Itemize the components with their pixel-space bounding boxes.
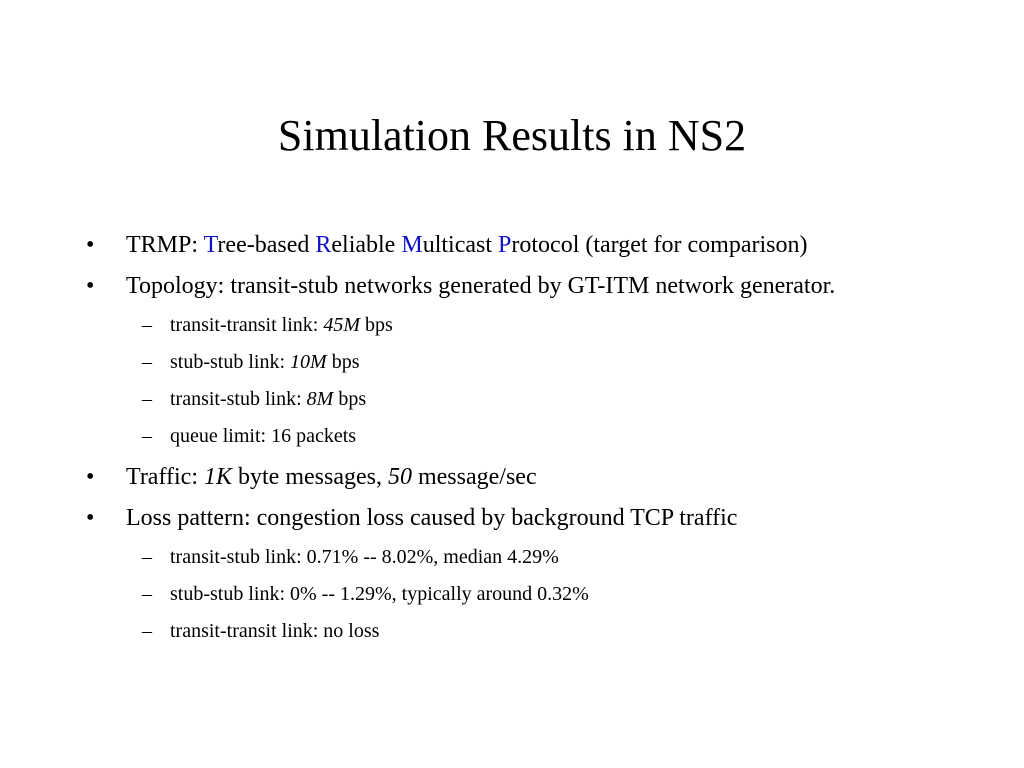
bullet-item-topology (86, 269, 986, 304)
sub-item-transit-stub-loss (86, 542, 986, 572)
sub-text: queue limit: 16 packets (170, 425, 357, 447)
traffic-mid-text: byte messages, (232, 464, 388, 490)
acronym-letter-r: R (315, 232, 332, 258)
sub-value: 8M (306, 388, 334, 410)
sub-item-queue-limit (86, 421, 986, 451)
bullet-list (86, 228, 986, 653)
dash-icon: – (142, 314, 152, 336)
sub-text: transit-stub link: 0.71% -- 8.02%, median 4.29% (170, 546, 559, 568)
sub-item-stub-stub-loss (86, 579, 986, 609)
dash-icon: – (142, 388, 152, 410)
dash-icon: – (142, 351, 152, 373)
sub-unit: bps (333, 388, 367, 410)
slide-title: Simulation Results in NS2 (277, 111, 747, 160)
bullet-item-loss-pattern (86, 501, 986, 536)
sub-label: stub-stub link: (170, 351, 291, 373)
sub-unit: bps (359, 314, 393, 336)
trmp-word-1: ree-based (217, 232, 316, 258)
acronym-letter-p: P (498, 232, 512, 258)
sub-item-stub-stub-bandwidth (86, 347, 986, 377)
sub-text: transit-transit link: no loss (170, 620, 380, 642)
sub-label: transit-stub link: (170, 388, 307, 410)
sub-item-transit-transit-loss (86, 616, 986, 646)
trmp-prefix: TRMP: (126, 232, 204, 258)
acronym-letter-m: M (401, 232, 423, 258)
sub-unit: bps (326, 351, 360, 373)
sub-text: stub-stub link: 0% -- 1.29%, typically around 0.32% (170, 583, 589, 605)
sub-value: 45M (323, 314, 360, 336)
dash-icon: – (142, 583, 152, 605)
traffic-label: Traffic: (126, 464, 204, 490)
sub-item-transit-stub-bandwidth (86, 384, 986, 414)
topology-text: Topology: transit-stub networks generated by GT-ITM network generator. (126, 273, 836, 299)
sub-label: transit-transit link: (170, 314, 324, 336)
bullet-icon: • (86, 464, 95, 490)
trmp-word-2: eliable (331, 232, 402, 258)
bullet-item-trmp (86, 228, 986, 263)
traffic-unit: message/sec (411, 464, 537, 490)
bullet-icon: • (86, 232, 95, 258)
trmp-word-3: ulticast (422, 232, 499, 258)
bullet-icon: • (86, 273, 95, 299)
trmp-word-4: rotocol (target for comparison) (511, 232, 808, 258)
traffic-size-value: 1K (204, 464, 233, 490)
dash-icon: – (142, 425, 152, 447)
dash-icon: – (142, 620, 152, 642)
acronym-letter-t: T (203, 232, 218, 258)
bullet-icon: • (86, 505, 95, 531)
loss-pattern-text: Loss pattern: congestion loss caused by background TCP traffic (126, 505, 738, 531)
dash-icon: – (142, 546, 152, 568)
bullet-item-traffic (86, 460, 986, 495)
sub-item-transit-transit-bandwidth (86, 310, 986, 340)
traffic-rate-value: 50 (387, 464, 412, 490)
sub-value: 10M (290, 351, 327, 373)
